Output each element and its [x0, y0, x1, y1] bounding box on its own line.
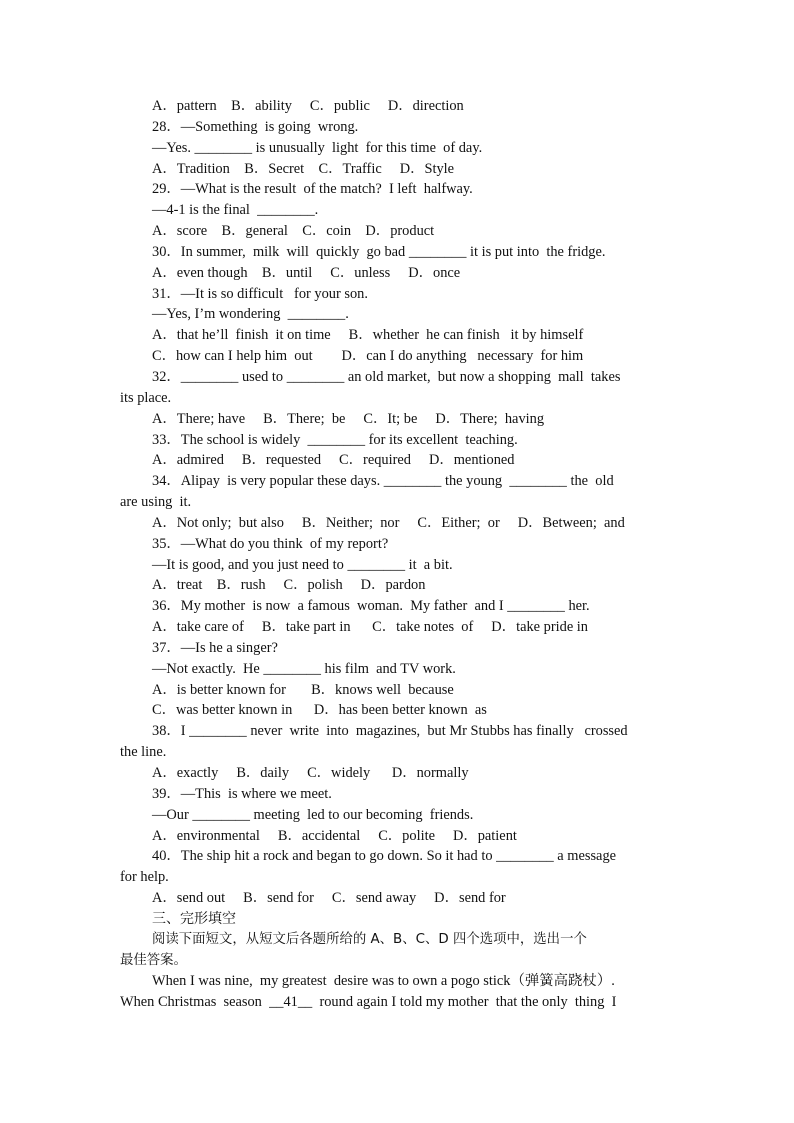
text-line: A．exactly B．daily C．widely D．normally	[152, 765, 469, 781]
text-line: 33．The school is widely ________ for its excellent teaching.	[152, 431, 518, 448]
text-line: 32．________ used to ________ an old market, but now a shopping mall takes	[152, 368, 621, 385]
text-line: 38．I ________ never write into magazines, but Mr Stubbs has finally crossed	[152, 723, 628, 740]
exam-text	[120, 96, 668, 1013]
text-line: A．send out B．send for C．send away D．send for	[152, 890, 506, 907]
passage-line: When I was nine, my greatest desire was to own a pogo stick（弹簧高跷杖）.	[152, 973, 615, 990]
text-line: —Yes. ________ is unusually light for this time of day.	[152, 139, 483, 156]
section-heading: 三、完形填空	[152, 910, 236, 927]
text-line: 28．—Something is going wrong.	[152, 118, 359, 135]
section-instruction-line-1: 阅读下面短文，从短文后各题所给的 A、B、C、D 四个选项中，选出一个	[152, 931, 587, 947]
text-line: —It is good, and you just need to ________ it a bit.	[152, 556, 453, 573]
text-line: —Our ________ meeting led to our becoming friends.	[152, 806, 474, 823]
text-line: A．admired B．requested C．required D．mentioned	[152, 452, 515, 469]
text-line: the line.	[120, 744, 167, 761]
text-line: A．score B．general C．coin D．product	[152, 223, 435, 240]
text-line: A．environmental B．accidental C．polite D．patient	[152, 827, 517, 844]
section-instruction-line-2: 最佳答案。	[120, 952, 187, 968]
text-line: A．is better known for B．knows well because	[152, 681, 454, 698]
text-line: A．take care of B．take part in C．take notes of D．take pride in	[152, 619, 588, 636]
text-line: 34．Alipay is very popular these days. ________ the young ________ the old	[152, 473, 614, 490]
text-line: 35．—What do you think of my report?	[152, 535, 389, 552]
text-line: A．There; have B．There; be C．It; be D．There; having	[152, 410, 545, 427]
passage-lines	[120, 971, 668, 1013]
question-lines	[120, 96, 668, 909]
text-line: —Yes, I’m wondering ________.	[152, 306, 349, 323]
text-line: 39．—This is where we meet.	[152, 785, 332, 802]
text-line: C．was better known in D．has been better known as	[152, 702, 487, 719]
text-line: A．treat B．rush C．polish D．pardon	[152, 577, 426, 594]
text-line: A．Tradition B．Secret C．Traffic D．Style	[152, 160, 455, 177]
passage-line: When Christmas season __41__ round again I told my mother that the only thing I	[120, 994, 617, 1011]
text-line: —Not exactly. He ________ his film and TV work.	[152, 660, 456, 677]
text-line: A．even though B．until C．unless D．once	[152, 264, 461, 281]
text-line: are using it.	[120, 494, 192, 511]
text-line: A．that he’ll finish it on time B．whether he can finish it by himself	[152, 327, 584, 344]
text-line: 36．My mother is now a famous woman. My father and I ________ her.	[152, 598, 590, 615]
text-line: 40．The ship hit a rock and began to go down. So it had to ________ a message	[152, 848, 617, 865]
text-line: A．pattern B．ability C．public D．direction	[152, 98, 464, 114]
text-line: 31．—It is so difficult for your son.	[152, 285, 368, 302]
text-line: C．how can I help him out D．can I do anything necessary for him	[152, 348, 584, 365]
text-line: its place.	[120, 389, 172, 406]
text-line: 37．—Is he a singer?	[152, 639, 278, 656]
text-line: 29．—What is the result of the match? I left halfway.	[152, 181, 473, 198]
text-line: for help.	[120, 869, 169, 886]
text-line: —4-1 is the final ________.	[152, 202, 319, 219]
text-line: 30．In summer, milk will quickly go bad ________ it is put into the fridge.	[152, 243, 606, 260]
text-line: A．Not only; but also B．Neither; nor C．Either; or D．Between; and	[152, 514, 625, 531]
